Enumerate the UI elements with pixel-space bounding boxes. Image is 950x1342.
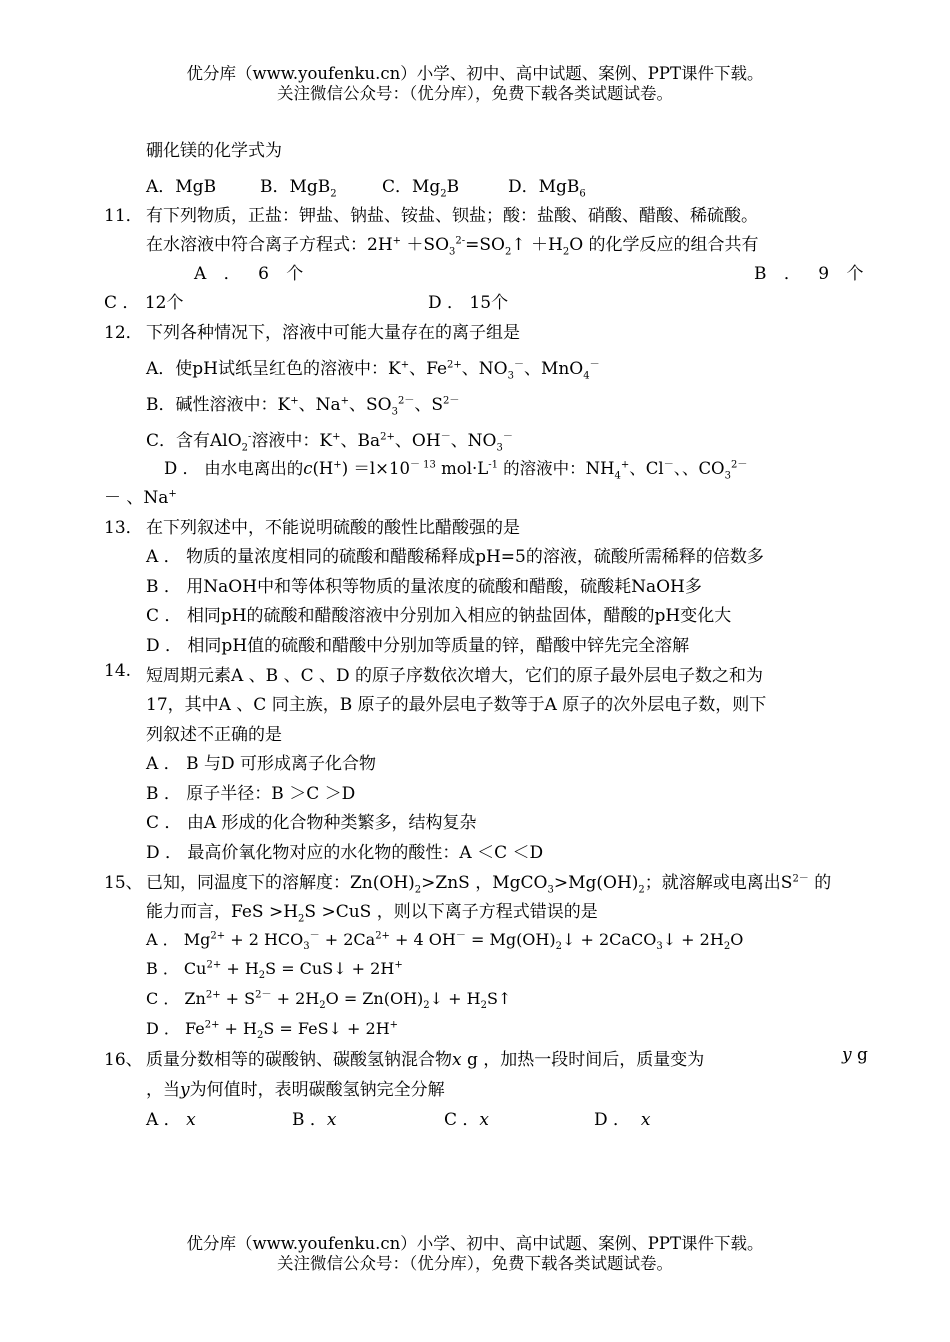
q16-option-b: B ．x [292,1110,337,1130]
q16-option-d: D ． x [594,1110,651,1130]
footer-line-1: 优分库（www.youfenku.cn）小学、初中、高中试题、案例、PPT课件下载。 [186,1234,764,1253]
q11-option-b: B ． 9 个 [754,264,870,284]
q16-option-a: A ． x [146,1110,196,1130]
q10-option-c: C．$Mg_2B$ [382,177,460,200]
q11-option-c: C ． 12个 [104,293,184,313]
q11-option-a: A ． 6 个 [194,264,310,284]
q10-option-d: D．MgB$_6$ [508,177,586,200]
header-line-1: 优分库（www.youfenku.cn）小学、初中、高中试题、案例、PPT课件下载。 [186,64,764,83]
q10-option-a: A．MgB [146,177,217,197]
footer-line-2: 关注微信公众号：（优分库），免费下载各类试题试卷。 [277,1254,673,1273]
q11-option-d: D ． 15个 [428,293,509,313]
q16-option-c: C ．x [444,1110,490,1130]
q10-option-b: B．MgB$_2$ [260,177,337,200]
header-line-2: 关注微信公众号：（优分库），免费下载各类试题试卷。 [277,84,673,103]
